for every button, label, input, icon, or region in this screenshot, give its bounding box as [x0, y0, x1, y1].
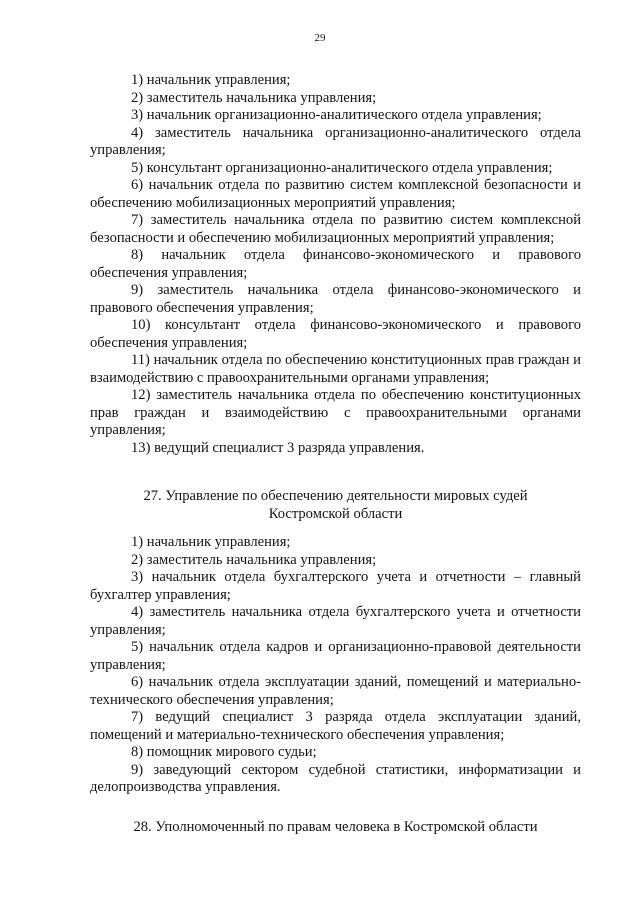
list-item: 1) начальник управления;	[131, 72, 291, 88]
positions-list	[90, 72, 581, 457]
section-27-heading-line1: 27. Управление по обеспечению деятельности мировых судей	[143, 488, 528, 504]
section-27-list	[90, 534, 581, 797]
list-item: 3) начальник организационно-аналитического отдела управления;	[131, 107, 542, 123]
list-item: 8) помощник мирового судьи;	[131, 744, 317, 760]
page-number: 29	[314, 32, 326, 44]
section-27-heading-line2: Костромской области	[268, 506, 403, 522]
section-27-heading	[90, 487, 581, 523]
list-item: 5) начальник отдела кадров и организационно-правовой деятельности управления;	[90, 639, 581, 673]
list-item: 9) заведующий сектором судебной статистики, информатизации и делопроизводства управления.	[90, 761, 581, 795]
list-item: 7) ведущий специалист 3 разряда отдела эксплуатации зданий, помещений и материально-технического обеспечения управления;	[90, 709, 581, 743]
list-item: 11) начальник отдела по обеспечению конституционных прав граждан и взаимодействию с правоохранительными органами управления;	[90, 352, 581, 386]
list-item: 7) заместитель начальника отдела по развитию систем комплексной безопасности и обеспечению мобилизационных мероприятий управления;	[90, 212, 581, 246]
list-item: 6) начальник отдела по развитию систем комплексной безопасности и обеспечению мобилизационных мероприятий управления;	[90, 177, 581, 211]
list-item: 6) начальник отдела эксплуатации зданий, помещений и материально-технического обеспечения управления;	[90, 674, 581, 708]
list-item: 10) консультант отдела финансово-экономического и правового обеспечения управления;	[90, 317, 581, 351]
list-item: 3) начальник отдела бухгалтерского учета и отчетности – главный бухгалтер управления;	[90, 569, 581, 603]
list-item: 5) консультант организационно-аналитического отдела управления;	[131, 159, 553, 176]
list-item: 2) заместитель начальника управления;	[131, 89, 377, 106]
section-28-heading: 28. Уполномоченный по правам человека в Костромской области	[133, 819, 538, 835]
list-item: 9) заместитель начальника отдела финансово-экономического и правового обеспечения управления;	[90, 282, 581, 316]
list-item: 2) заместитель начальника управления;	[131, 551, 377, 568]
list-item: 4) заместитель начальника организационно-аналитического отдела управления;	[90, 124, 581, 158]
list-item: 13) ведущий специалист 3 разряда управления.	[131, 439, 425, 456]
list-item: 4) заместитель начальника отдела бухгалтерского учета и отчетности управления;	[90, 604, 581, 638]
list-item: 12) заместитель начальника отдела по обеспечению конституционных прав граждан и взаимодействию с правоохранительными органами управления;	[90, 387, 581, 438]
list-item: 8) начальник отдела финансово-экономического и правового обеспечения управления;	[90, 247, 581, 281]
list-item: 1) начальник управления;	[131, 534, 291, 550]
